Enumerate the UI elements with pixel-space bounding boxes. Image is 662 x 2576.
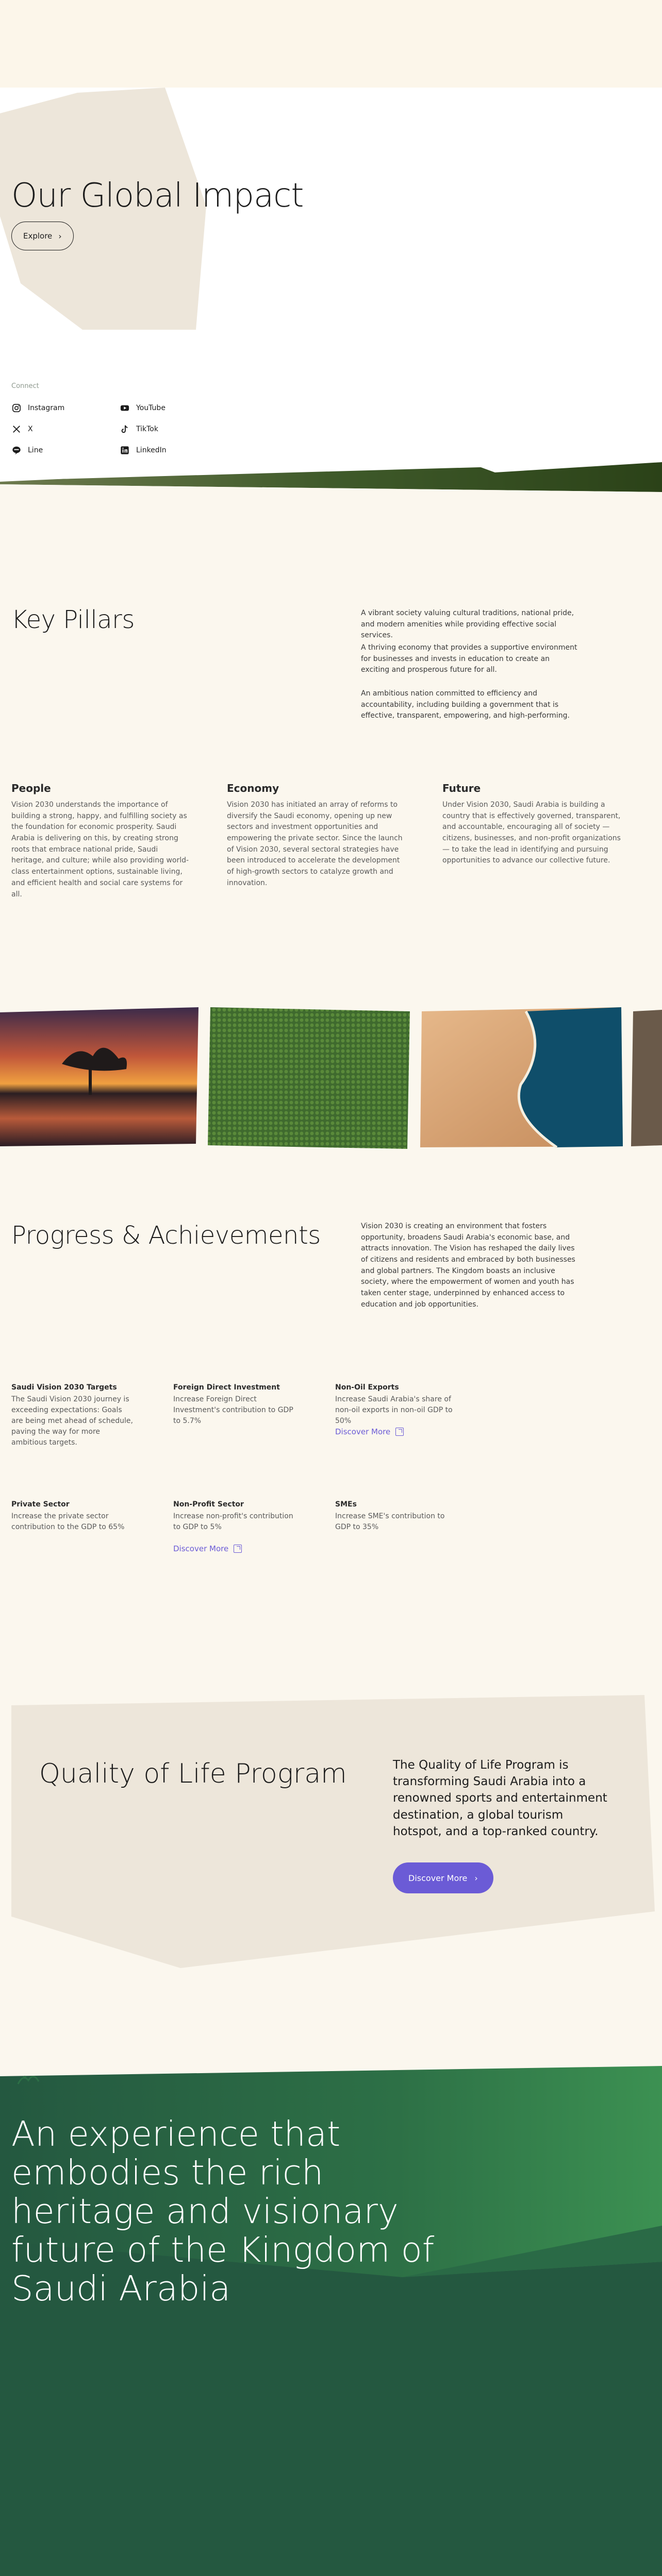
qol-title: Quality of Life Program — [39, 1758, 347, 1789]
stat-text: Increase the private sector contribution to the GDP to 65% — [11, 1512, 125, 1531]
explore-button[interactable] — [11, 222, 74, 250]
linkedin-icon — [120, 445, 130, 455]
stat-heading: Saudi Vision 2030 Targets — [11, 1383, 117, 1392]
explore-button-label: Explore — [23, 231, 53, 241]
social-link-x[interactable] — [11, 424, 33, 434]
youtube-icon — [120, 403, 130, 413]
stat-text: Increase SME's contribution to GDP to 35% — [335, 1512, 445, 1531]
social-link-line[interactable] — [11, 445, 43, 455]
key-pillars-title: Key Pillars — [11, 605, 135, 634]
carousel-image-desert-sunset[interactable] — [0, 1007, 198, 1146]
qol-text: The Quality of Life Program is transforming Saudi Arabia into a renowned sports and entertainment destination, a global tourism hotspot, and a top-ranked country. — [393, 1758, 607, 1838]
external-link-icon — [234, 1545, 242, 1553]
line-icon — [11, 445, 22, 455]
key-pillars-intro-2: A thriving economy that provides a supportive environment for businesses and invests in education to create an exciting and prosperous future for all. — [361, 643, 577, 674]
progress-intro: Vision 2030 is creating an environment that fosters opportunity, broadens Saudi Arabia's economic base, and attracts innovation. The Vision has reshaped the daily lives of citizens and residents and embraced by both businesses and global partners. The Kingdom boasts an inclusive society, where the empowerment of women and youth has taken center stage, underpinned by enhanced access to education and job opportunities. — [361, 1222, 575, 1309]
carousel-image-partial[interactable] — [631, 1010, 662, 1146]
stat-heading: Non-Oil Exports — [335, 1383, 399, 1392]
green-band-title: An experience that embodies the rich heritage and visionary future of the Kingdom of Saudi Arabia — [11, 2114, 435, 2309]
social-link-instagram[interactable] — [11, 403, 64, 413]
discover-more-label: Discover More — [335, 1427, 391, 1436]
discover-more-link[interactable] — [335, 1427, 404, 1436]
pillar-heading-people: People — [11, 782, 51, 794]
chevron-right-icon: › — [58, 231, 62, 241]
qol-discover-button[interactable] — [393, 1862, 493, 1893]
instagram-icon — [11, 403, 22, 413]
social-label: X — [28, 425, 33, 433]
hero-decorative-shape — [0, 88, 662, 495]
stat-text: Increase non-profit's contribution to GDP to 5% — [173, 1512, 293, 1531]
pillar-text-people: Vision 2030 understands the importance of building a strong, happy, and fulfilling society as the foundation for economic prosperity. Saudi Arabia is delivering on this, by creating strong roots that embrace national pride, Saudi heritage, and culture; while also providing world-class entertainment options, sustainable living, and efficient health and social care systems for all. — [11, 801, 189, 899]
page-title: Our Global Impact — [11, 177, 304, 215]
social-link-linkedin[interactable] — [120, 445, 167, 455]
social-label: LinkedIn — [136, 446, 167, 454]
stat-text: Increase Foreign Direct Investment's contribution to GDP to 5.7% — [173, 1395, 293, 1425]
qol-button-label: Discover More — [408, 1873, 468, 1883]
stat-heading: SMEs — [335, 1500, 357, 1509]
external-link-icon — [395, 1428, 404, 1436]
pillar-heading-future: Future — [442, 782, 481, 794]
stat-heading: Non-Profit Sector — [173, 1500, 244, 1509]
social-link-tiktok[interactable] — [120, 424, 158, 434]
stat-text: Increase Saudi Arabia's share of non-oil exports in non-oil GDP to 50% — [335, 1395, 453, 1425]
social-label: TikTok — [136, 425, 158, 433]
carousel-image-palm-farm[interactable] — [208, 1007, 410, 1149]
top-band — [0, 0, 662, 88]
x-icon — [11, 424, 22, 434]
key-pillars-intro-1: A vibrant society valuing cultural traditions, national pride, and modern amenities while providing effective social services. — [361, 609, 574, 640]
discover-more-link[interactable] — [173, 1544, 242, 1553]
stat-heading: Private Sector — [11, 1500, 70, 1509]
progress-title: Progress & Achievements — [11, 1221, 321, 1250]
hero-landscape-strip — [0, 461, 662, 497]
connect-label: Connect — [11, 382, 39, 390]
tiktok-icon — [120, 424, 130, 434]
stat-heading: Foreign Direct Investment — [173, 1383, 280, 1392]
social-label: YouTube — [136, 404, 166, 412]
pillar-heading-economy: Economy — [227, 782, 279, 794]
social-label: Line — [28, 446, 43, 454]
chevron-right-icon: › — [474, 1873, 478, 1883]
social-link-youtube[interactable] — [120, 403, 166, 413]
carousel-image-coastline[interactable] — [420, 1007, 623, 1147]
key-pillars-intro-3: An ambitious nation committed to efficiency and accountability, including building a government that is effective, transparent, empowering, and high-performing. — [361, 689, 570, 720]
stat-text: The Saudi Vision 2030 journey is exceeding expectations: Goals are being met ahead of schedule, paving the way for more ambitious targets. — [11, 1395, 133, 1447]
discover-more-label: Discover More — [173, 1544, 229, 1553]
saudi-emblem-icon — [15, 2071, 46, 2087]
social-label: Instagram — [28, 404, 65, 412]
image-carousel[interactable] — [0, 1007, 662, 1149]
pillar-text-economy: Vision 2030 has initiated an array of reforms to diversify the Saudi economy, opening up new sectors and investment opportunities and empowering the private sector. Since the launch of Vision 2030, several sectoral strategies have been introduced to accelerate the development of high-growth sectors to catalyze growth and innovation. — [227, 801, 403, 887]
pillar-text-future: Under Vision 2030, Saudi Arabia is building a country that is effectively governed, transparent, and accountable, encouraging all of society — citizens, businesses, and non-profit organizations — to take the lead in identifying and pursuing opportunities to advance our collective future. — [442, 801, 621, 865]
